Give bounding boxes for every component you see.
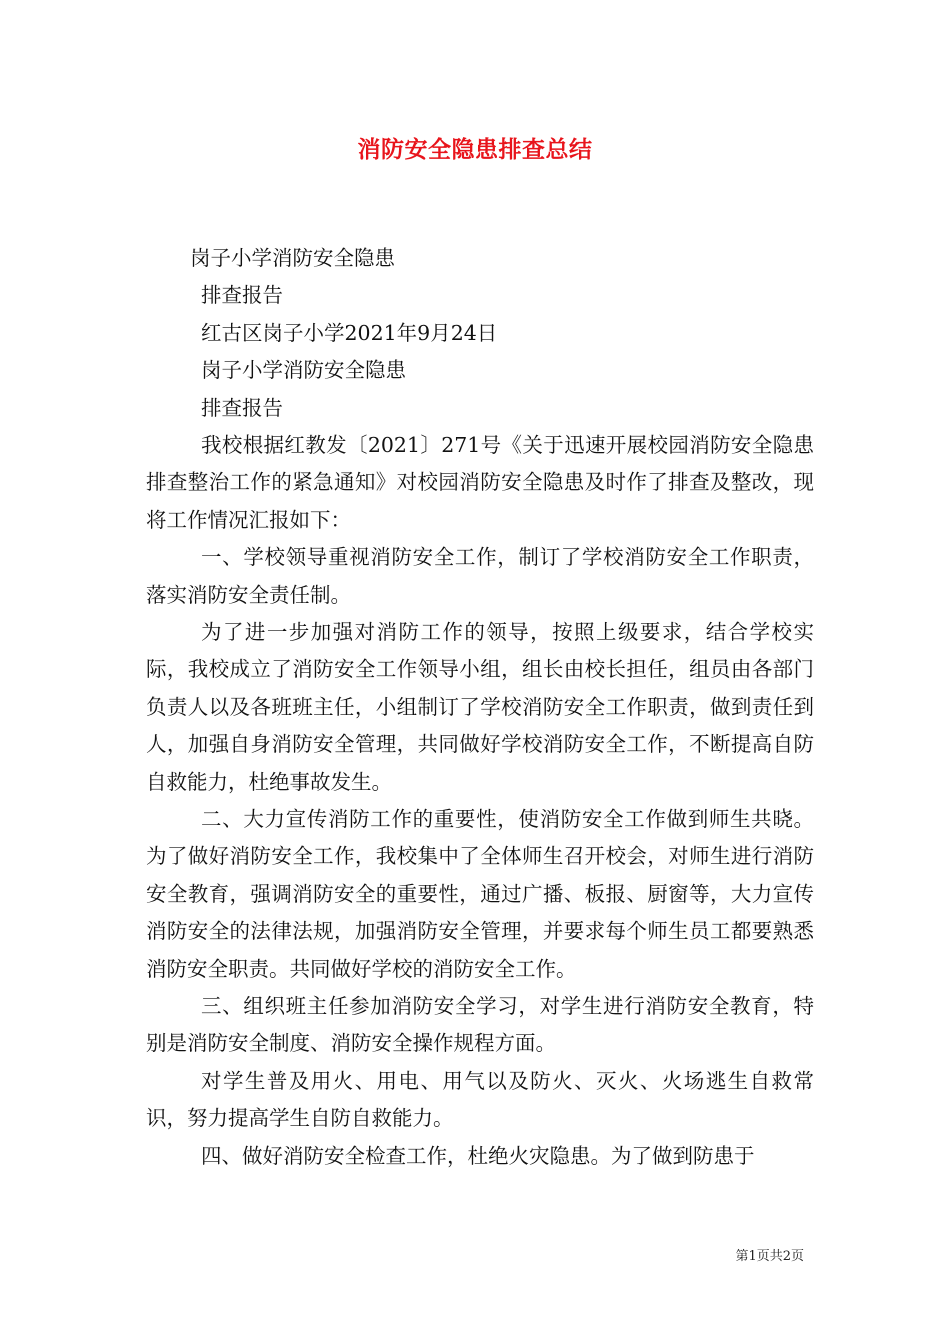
paragraph-intro: 我校根据红教发〔2021〕271号《关于迅速开展校园消防安全隐患排查整治工作的紧急通知》对校园消防安全隐患及时作了排查及整改，现将工作情况汇报如下： bbox=[146, 432, 814, 532]
page-number-footer: 第1页共2页 bbox=[735, 1249, 804, 1264]
paragraph-section-3: 三、组织班主任参加消防安全学习，对学生进行消防安全教育，特别是消防安全制度、消防安全操作规程方面。 bbox=[146, 994, 814, 1056]
paragraph-section-2: 二、大力宣传消防工作的重要性，使消防安全工作做到师生共晓。为了做好消防安全工作，我校集中了全体师生召开校会，对师生进行消防安全教育，强调消防安全的重要性，通过广播、板报、厨窗等，大力宣传消防安全的法律法规，加强消防安全管理，并要求每个师生员工都要熟悉消防安全职责。共同做好学校的消防安全工作。 bbox=[146, 807, 814, 981]
paragraph-section-4: 四、做好消防安全检查工作，杜绝火灾隐患。为了做到防患于 bbox=[201, 1143, 755, 1168]
header-line-school-repeat: 岗子小学消防安全隐患 bbox=[201, 358, 406, 383]
paragraph-section-1: 一、学校领导重视消防安全工作，制订了学校消防安全工作职责，落实消防安全责任制。 bbox=[146, 545, 814, 607]
document-body bbox=[146, 240, 814, 1175]
document-title: 消防安全隐患排查总结 bbox=[357, 136, 593, 163]
header-line-report-repeat: 排查报告 bbox=[201, 395, 283, 420]
header-line-report: 排查报告 bbox=[201, 283, 283, 308]
paragraph-section-1-detail: 为了进一步加强对消防工作的领导，按照上级要求，结合学校实际，我校成立了消防安全工作领导小组，组长由校长担任，组员由各部门负责人以及各班班主任，小组制订了学校消防安全工作职责，做到责任到人，加强自身消防安全管理，共同做好学校消防安全工作，不断提高自防自救能力，杜绝事故发生。 bbox=[146, 619, 814, 794]
paragraph-section-3-detail: 对学生普及用火、用电、用气以及防火、灭火、火场逃生自救常识，努力提高学生自防自救能力。 bbox=[146, 1068, 814, 1131]
header-line-school: 岗子小学消防安全隐患 bbox=[190, 246, 395, 270]
header-line-date: 红古区岗子小学2021年9月24日 bbox=[201, 320, 498, 345]
